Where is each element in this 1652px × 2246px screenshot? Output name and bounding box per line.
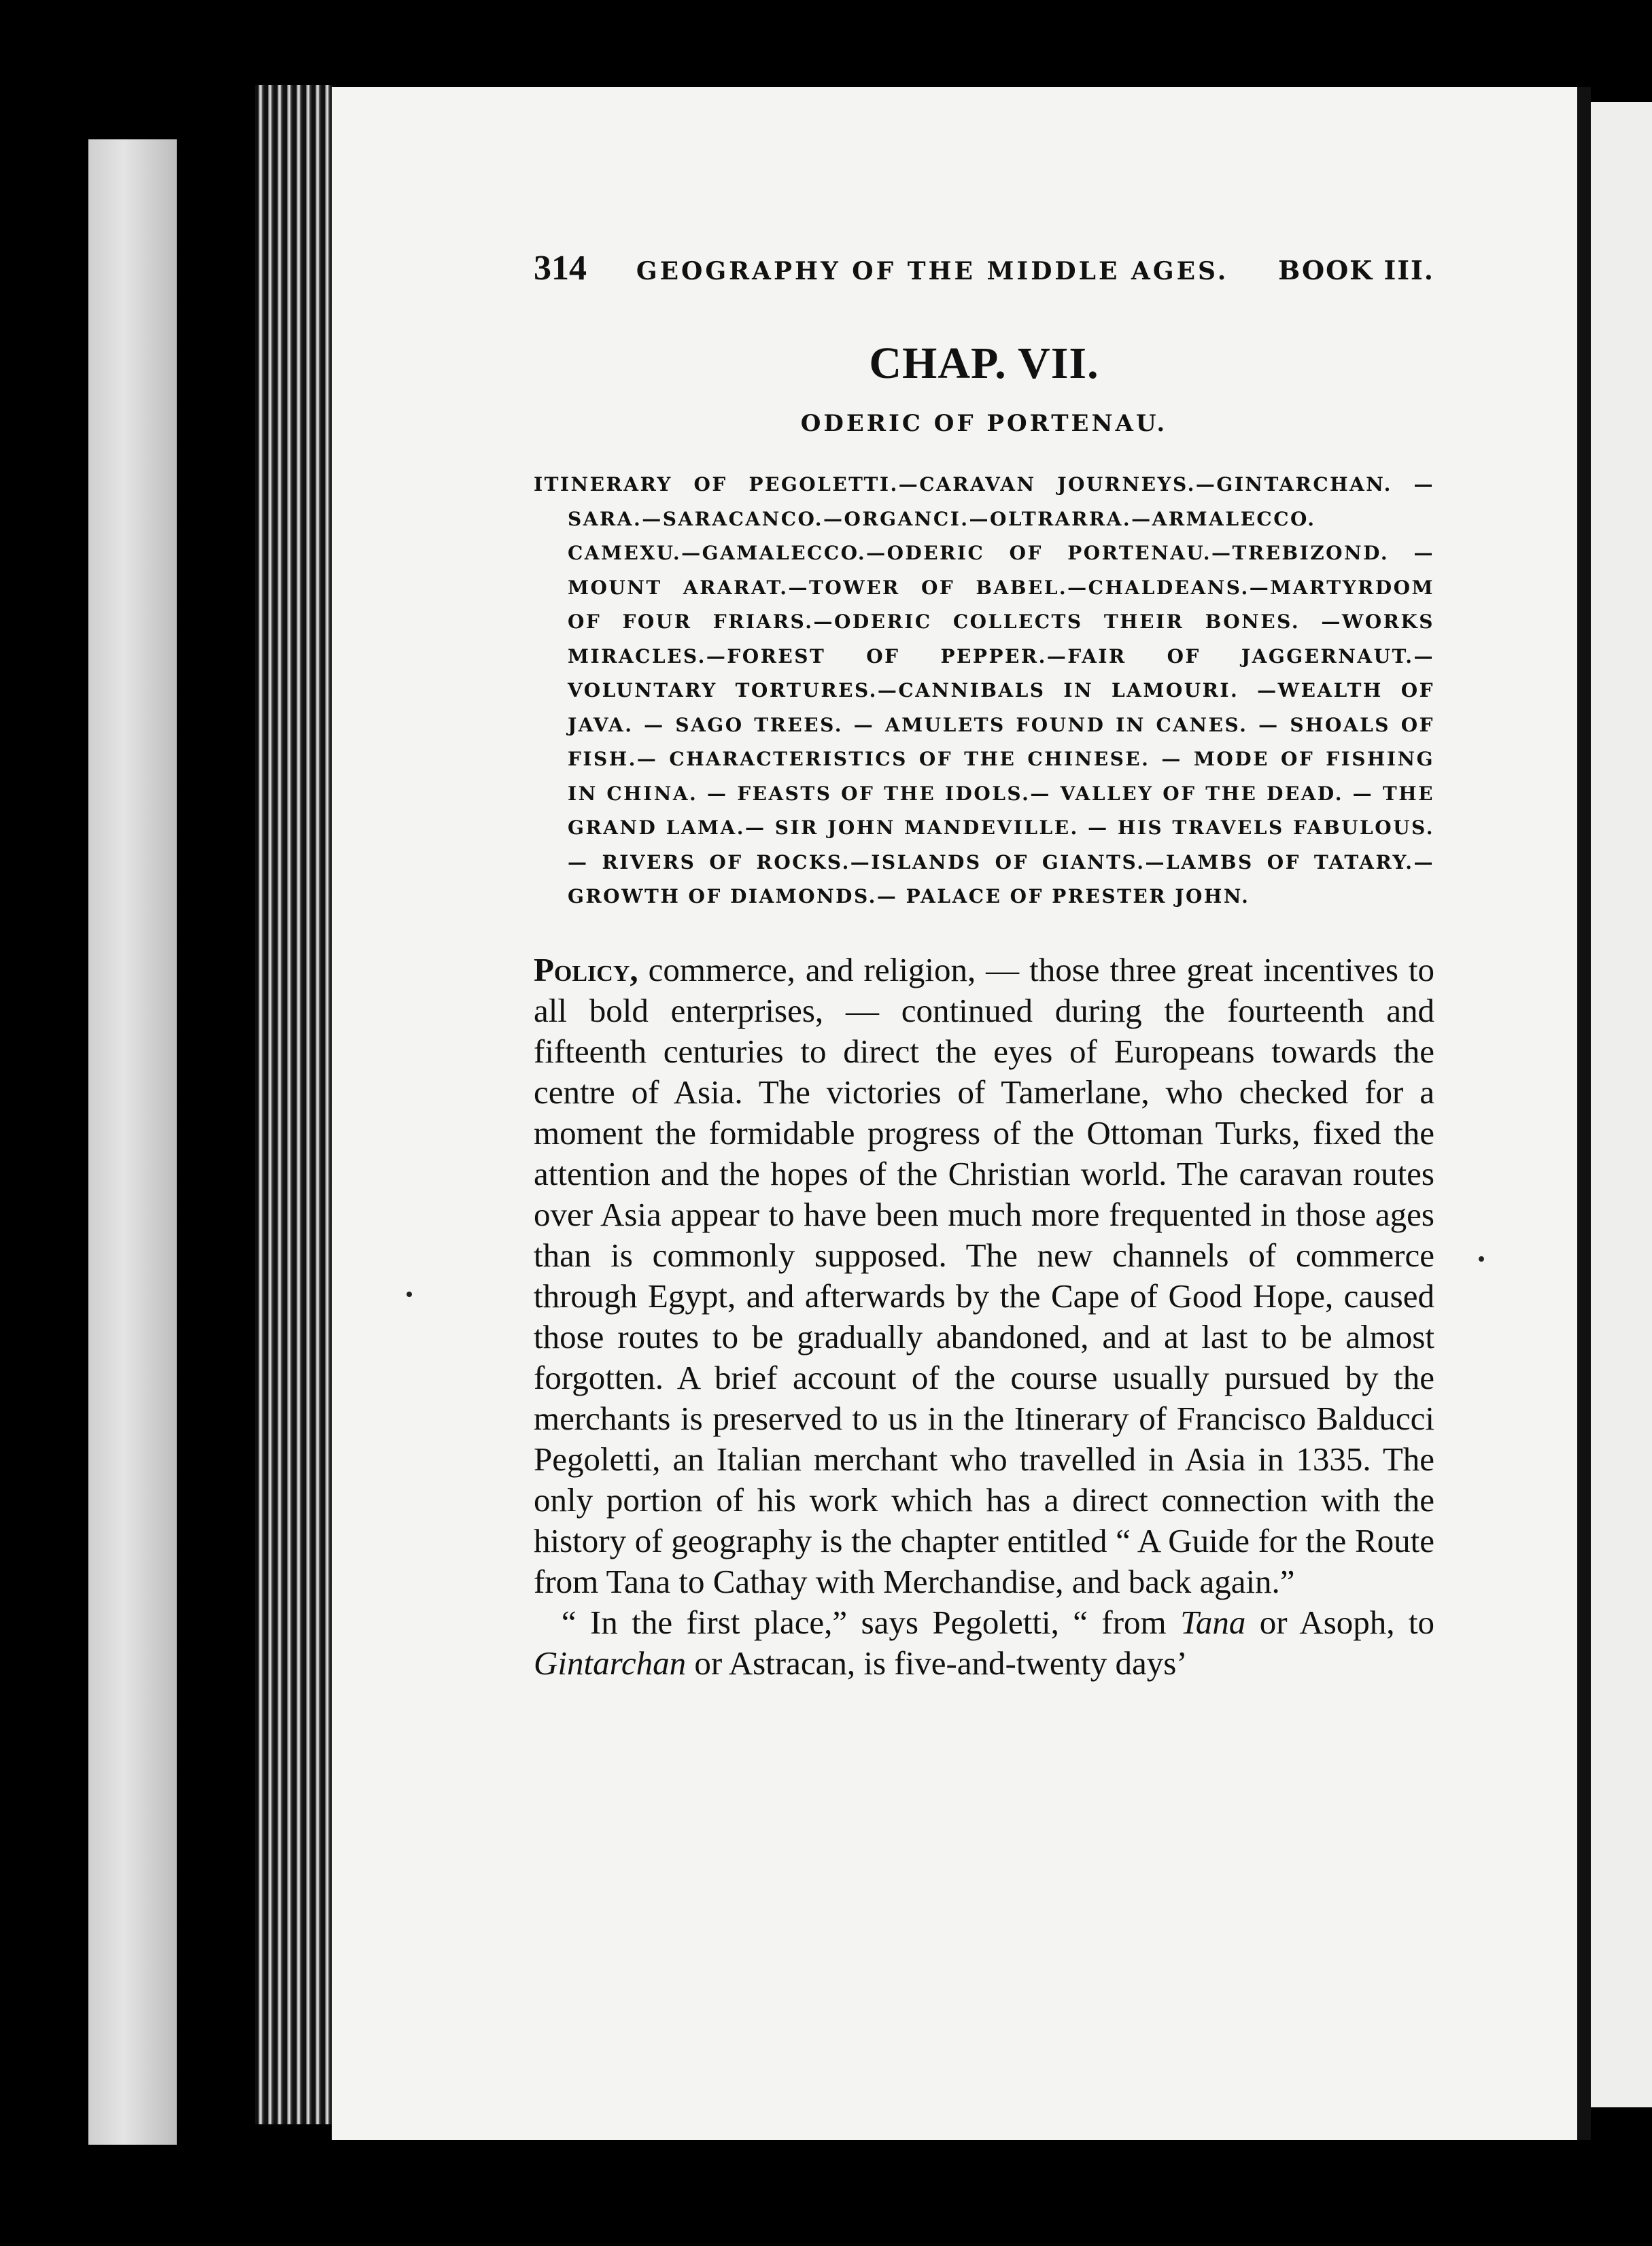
gutter-shadow [1577, 87, 1591, 2140]
opening-word: Policy, [534, 950, 638, 988]
paragraph-2 [534, 1602, 1434, 1684]
place-tana: Tana [1180, 1603, 1246, 1641]
paragraph-2-end: or Astracan, is five-and-twenty days’ [694, 1644, 1188, 1682]
paragraph-1-text: commerce, and religion, — those three great incentives to all bold enterprises, — continued during the fourteenth and fifteenth centuries to direct the eyes of Europeans towards the centre of Asia. The victories of Tamerlane, who checked for a moment the formidable progress of the Ottoman Turks, fixed the attention and the hopes of the Christian world. The caravan routes over Asia appear to have been much more frequented in those ages than is commonly supposed. The new channels of commerce through Egypt, and afterwards by the Cape of Good Hope, caused those routes to be gradually abandoned, and at last to be almost forgotten. A brief account of the course usually pursued by the merchants is preserved to us in the Itinerary of Francisco Balducci Pegoletti, an Italian merchant who travelled in Asia in 1335. The only portion of his work which has a direct connection with the history of geography is the chapter entitled “ A Guide for the Route from Tana to Cathay with Merchandise, and back again.” [534, 950, 1434, 1600]
book-label: BOOK III. [1278, 255, 1434, 286]
ink-speck [1479, 1256, 1484, 1262]
page-content [534, 248, 1434, 1684]
place-gintarchan: Gintarchan [534, 1644, 687, 1682]
paragraph-2-start: “ In the first place,” says Pegoletti, “ from [561, 1603, 1167, 1641]
running-title: GEOGRAPHY OF THE MIDDLE AGES. [636, 257, 1229, 286]
paragraph-1 [534, 950, 1434, 1602]
ink-speck [407, 1292, 412, 1297]
chapter-title: CHAP. VII. [869, 339, 1099, 388]
scan-left-margin [88, 139, 177, 2145]
body-text [534, 950, 1434, 1684]
paragraph-2-mid: or Asoph, to [1259, 1603, 1435, 1641]
page-number: 314 [534, 249, 587, 288]
chapter-subtitle: ODERIC OF PORTENAU. [800, 410, 1168, 437]
adjacent-page [1591, 102, 1652, 2107]
book-page-edges [255, 85, 333, 2124]
chapter-summary: ITINERARY OF PEGOLETTI.—CARAVAN JOURNEYS.—GINTARCHAN. —SARA.—SARACANCO.—ORGANCI.—OLTRARRA.—ARMALECCO. CAMEXU.—GAMALECCO.—ODERIC OF PORTENAU.—TREBIZOND. —MOUNT ARARAT.—TOWER OF BABEL.—CHALDEANS.—MARTYRDOM OF FOUR FRIARS.—ODERIC COLLECTS THEIR BONES. —WORKS MIRACLES.—FOREST OF PEPPER.—FAIR OF JAGGERNAUT.—VOLUNTARY TORTURES.—CANNIBALS IN LAMOURI. —WEALTH OF JAVA. — SAGO TREES. — AMULETS FOUND IN CANES. — SHOALS OF FISH.— CHARACTERISTICS OF THE CHINESE. — MODE OF FISHING IN CHINA. — FEASTS OF THE IDOLS.— VALLEY OF THE DEAD. — THE GRAND LAMA.— SIR JOHN MANDEVILLE. — HIS TRAVELS FABULOUS. — RIVERS OF ROCKS.—ISLANDS OF GIANTS.—LAMBS OF TATARY.—GROWTH OF DIAMONDS.— PALACE OF PRESTER JOHN. [534, 473, 1434, 908]
running-head [534, 248, 1434, 296]
